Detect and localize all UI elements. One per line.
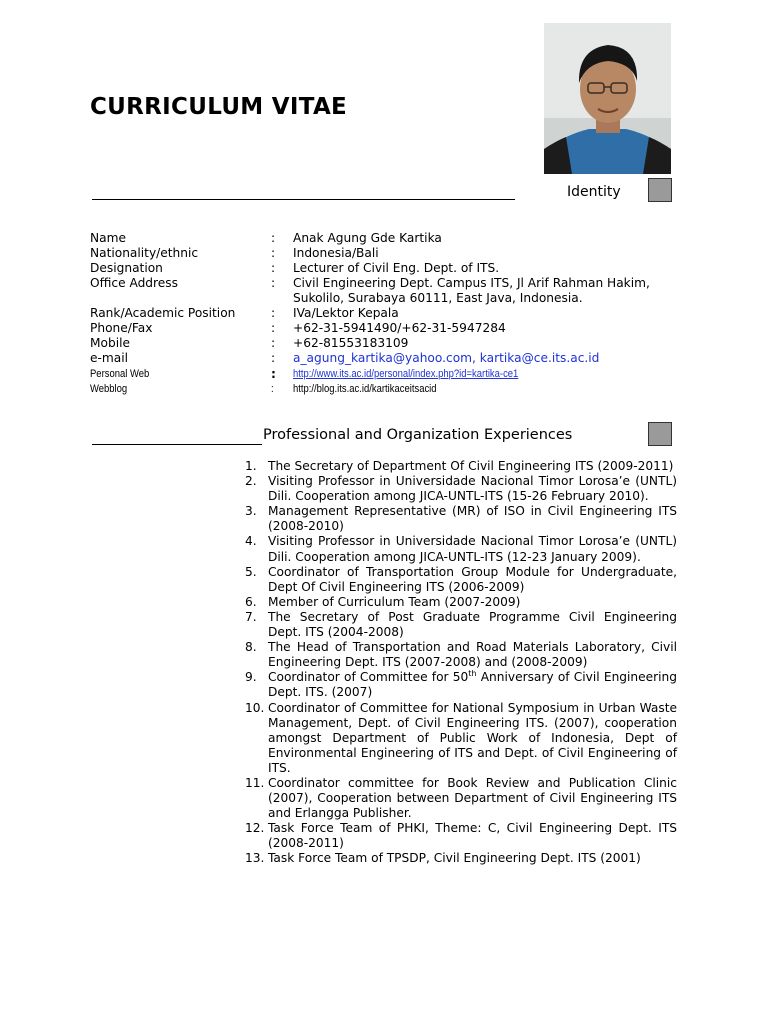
- email-link[interactable]: a_agung_kartika@yahoo.com, kartika@ce.its.ac.id: [293, 351, 600, 365]
- webblog-link[interactable]: http://blog.its.ac.id/kartikaceitsacid: [293, 383, 437, 395]
- profile-photo: [544, 23, 671, 174]
- list-item: 2. Visiting Professor in Universidade Nacional Timor Lorosa’e (UNTL) Dili. Cooperation among JICA-UNTL-ITS (15-26 February 2010).: [245, 474, 677, 504]
- list-item: 4. Visiting Professor in Universidade Nacional Timor Lorosa’e (UNTL) Dili. Cooperation among JICA-UNTL-ITS (12-23 January 2009).: [245, 534, 677, 564]
- list-item: 3. Management Representative (MR) of ISO in Civil Engineering ITS (2008-2010): [245, 504, 677, 534]
- experience-heading: Professional and Organization Experiences: [263, 427, 573, 443]
- list-item: 12. Task Force Team of PHKI, Theme: C, Civil Engineering Dept. ITS (2008-2011): [245, 821, 677, 851]
- list-item: 10. Coordinator of Committee for National Symposium in Urban Waste Management, Dept. of Civil Engineering ITS. (2007), cooperation amongst Department of Public Work of Indonesia, Dept of Environmental Engineering of ITS and Dept. of Civil Engineering of ITS.: [245, 700, 677, 775]
- list-item: 11. Coordinator committee for Book Review and Publication Clinic (2007), Cooperation between Department of Civil Engineering ITS and Erlangga Publisher.: [245, 775, 677, 821]
- experience-box-icon: [648, 422, 672, 446]
- list-item: 1. The Secretary of Department Of Civil Engineering ITS (2009-2011): [245, 459, 674, 473]
- personal-web-link[interactable]: http://www.its.ac.id/personal/index.php?id=kartika-ce1: [293, 368, 519, 380]
- document-title: CURRICULUM VITAE: [90, 94, 348, 120]
- experience-list: [245, 459, 677, 867]
- list-item: 13. Task Force Team of TPSDP, Civil Engineering Dept. ITS (2001): [245, 851, 641, 866]
- list-item: 8. The Head of Transportation and Road Materials Laboratory, Civil Engineering Dept. ITS (2007-2008) and (2008-2009): [245, 640, 677, 670]
- list-item: 9. Coordinator of Committee for 50th Anniversary of Civil Engineering Dept. ITS. (2007): [245, 669, 677, 700]
- list-item: 5. Coordinator of Transportation Group Module for Undergraduate, Dept Of Civil Engineering ITS (2006-2009): [245, 564, 677, 594]
- experience-rule: [92, 444, 262, 445]
- identity-rule: [92, 199, 515, 200]
- identity-box-icon: [648, 178, 672, 202]
- list-item: 6. Member of Curriculum Team (2007-2009): [245, 594, 521, 609]
- list-item: 7. The Secretary of Post Graduate Programme Civil Engineering Dept. ITS (2004-2008): [245, 609, 677, 640]
- identity-heading: Identity: [567, 184, 621, 200]
